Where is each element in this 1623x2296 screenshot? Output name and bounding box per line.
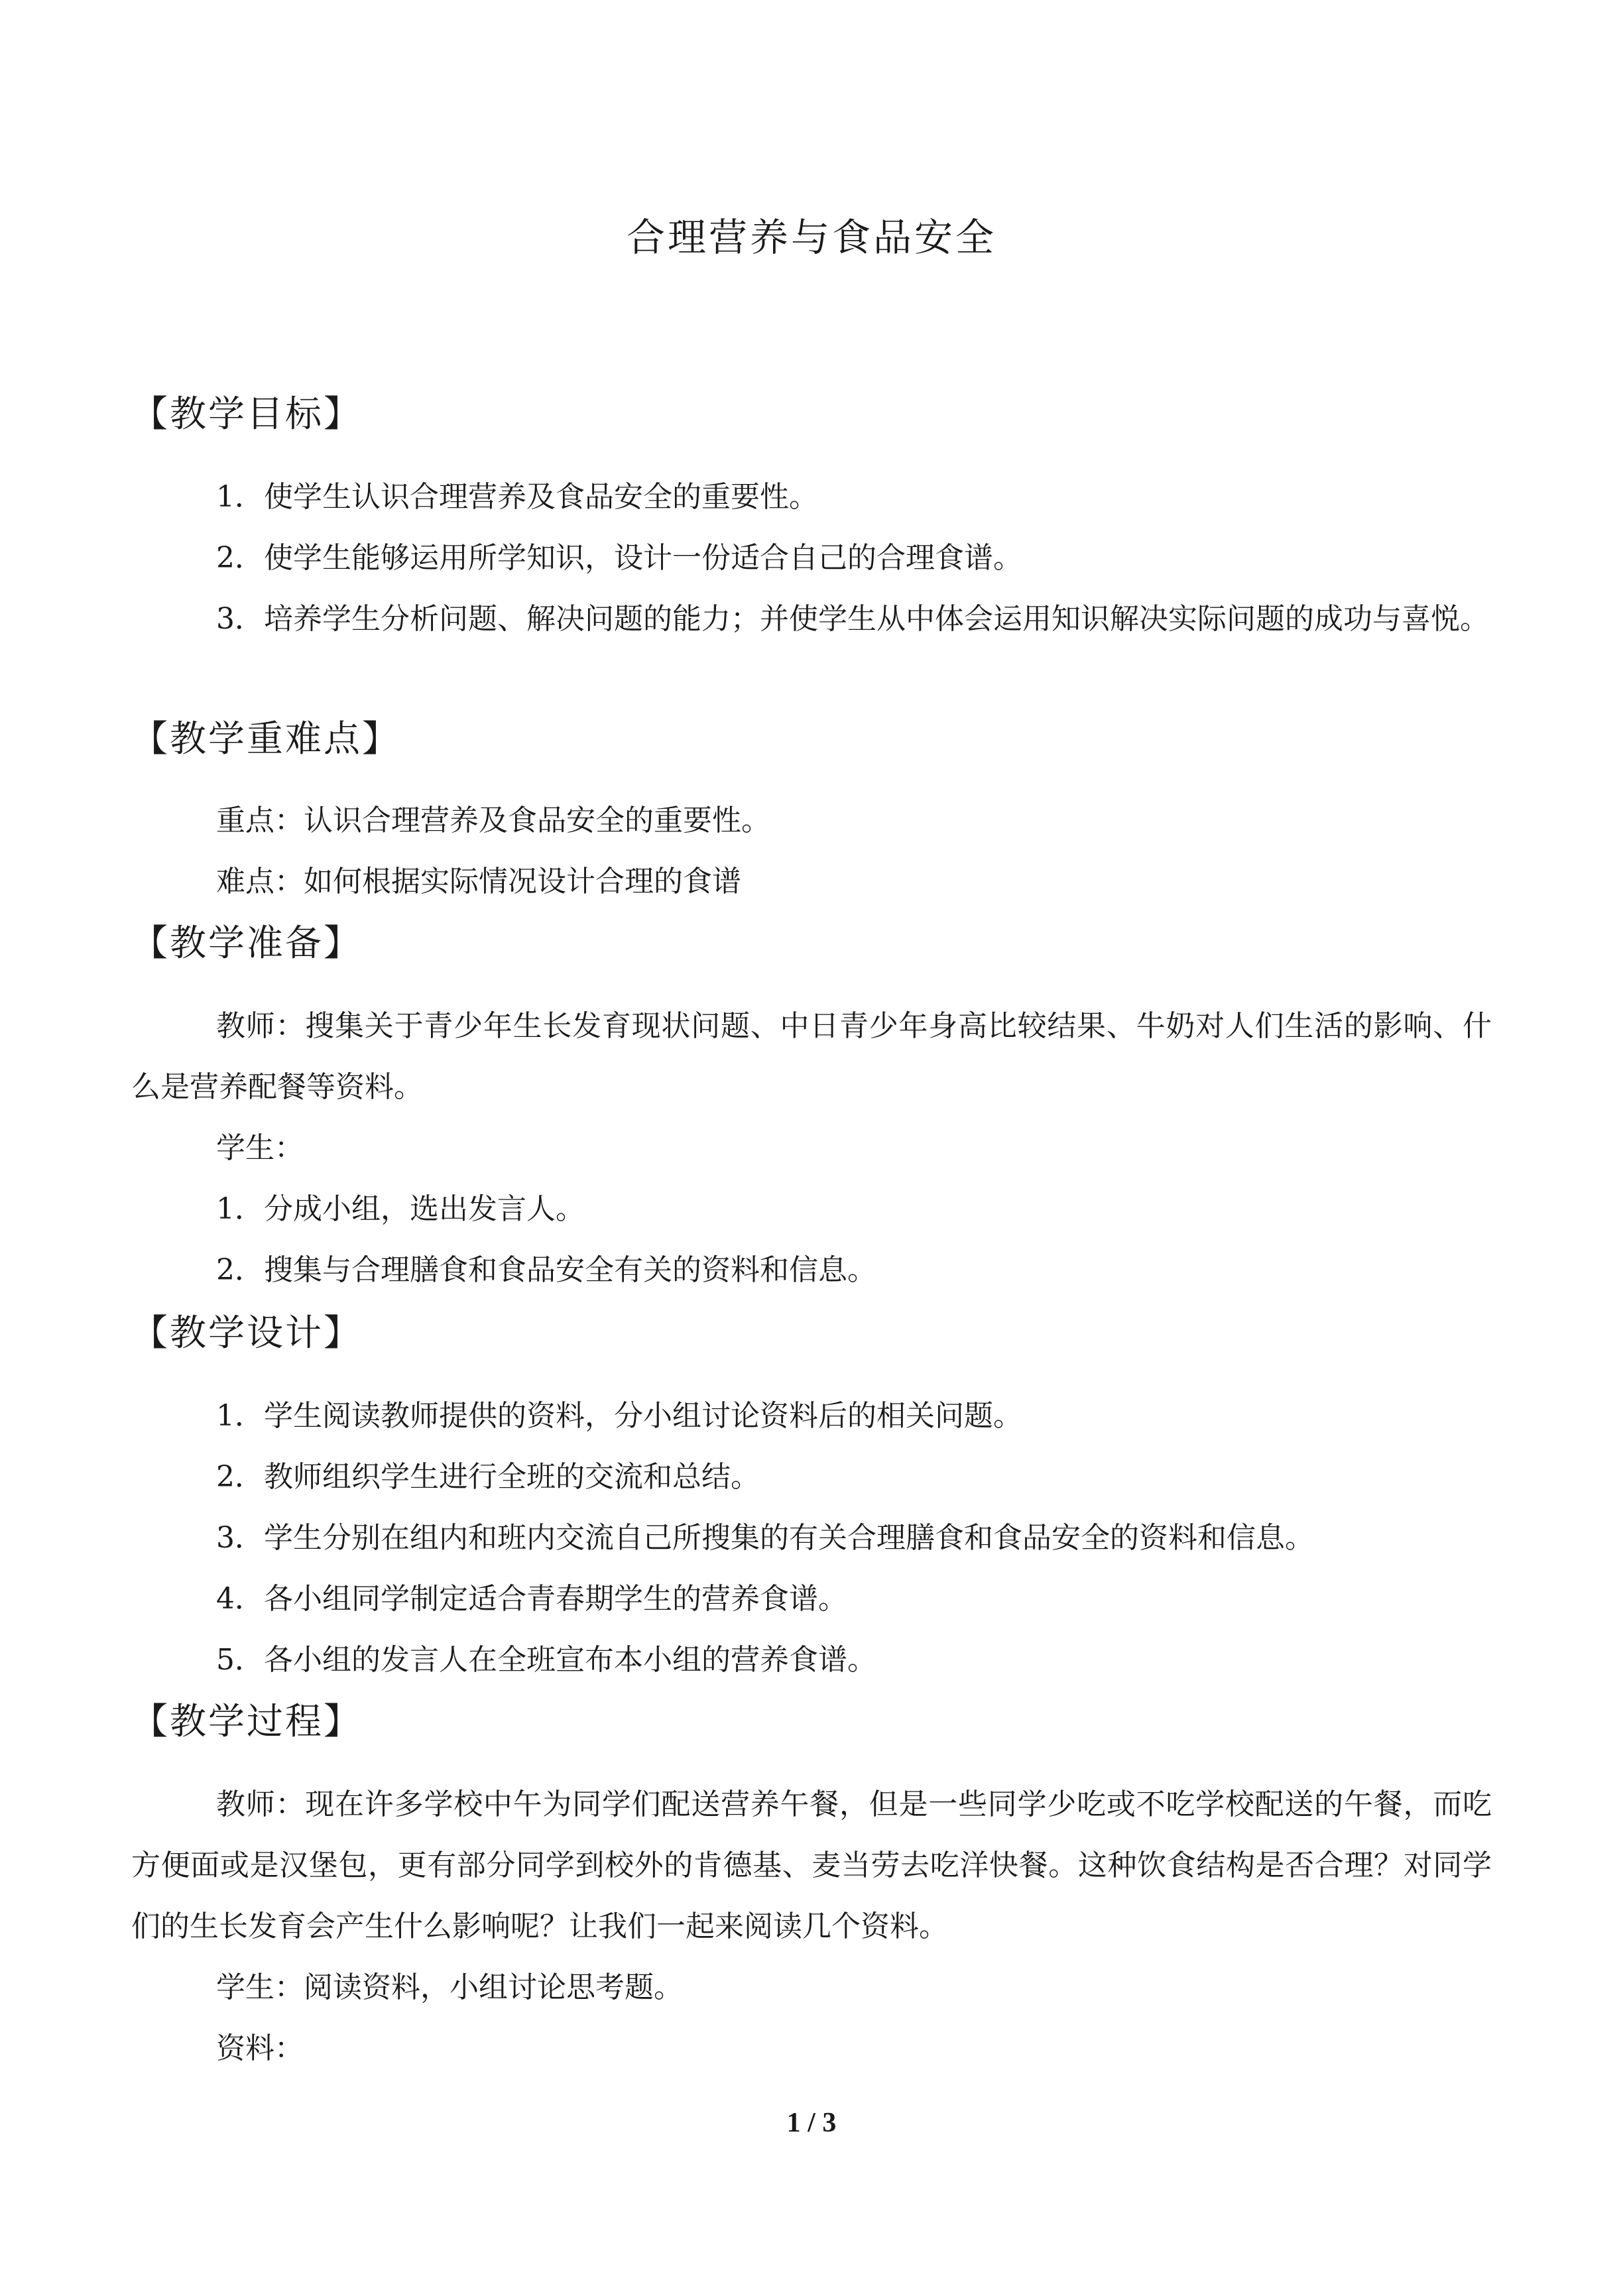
paragraph: 资料： [216,2031,304,2065]
paragraph: 5．各小组的发言人在全班宣布本小组的营养食谱。 [216,1643,876,1677]
paragraph: 1．学生阅读教师提供的资料，分小组讨论资料后的相关问题。 [216,1399,1022,1433]
paragraph: 教师：现在许多学校中午为同学们配送营养午餐，但是一些同学少吃或不吃学校配送的午餐，而吃方便面或是汉堡包，更有部分同学到校外的肯德基、麦当劳去吃洋快餐。这种饮食结构是否合理？对同学们的生长发育会产生什么影响呢？让我们一起来阅读几个资料。 [131,1787,1492,1943]
paragraph: 学生： [216,1131,304,1165]
section-heading-design: 【教学设计】 [131,1311,363,1354]
paragraph: 重点：认识合理营养及食品安全的重要性。 [216,804,770,837]
paragraph: 2．搜集与合理膳食和食品安全有关的资料和信息。 [216,1253,876,1287]
document-title: 合理营养与食品安全 [626,215,996,260]
section-heading-preparation: 【教学准备】 [131,922,363,964]
paragraph: 2．使学生能够运用所学知识，设计一份适合自己的合理食谱。 [216,541,1022,575]
paragraph: 学生：阅读资料，小组讨论思考题。 [216,1970,683,2004]
paragraph: 教师：搜集关于青少年生长发育现状问题、中日青少年身高比较结果、牛奶对人们生活的影响、什么是营养配餐等资料。 [131,1009,1492,1104]
page-number: 1 / 3 [786,2108,837,2138]
section-heading-objectives: 【教学目标】 [131,393,363,435]
paragraph: 3．培养学生分析问题、解决问题的能力；并使学生从中体会运用知识解决实际问题的成功与喜悦。 [216,602,1489,636]
paragraph: 1．分成小组，选出发言人。 [216,1192,585,1226]
section-heading-key-points: 【教学重难点】 [131,717,401,760]
paragraph: 难点：如何根据实际情况设计合理的食谱 [216,865,741,898]
paragraph: 3．学生分别在组内和班内交流自己所搜集的有关合理膳食和食品安全的资料和信息。 [216,1521,1314,1555]
paragraph: 4．各小组同学制定适合青春期学生的营养食谱。 [216,1582,847,1616]
paragraph: 2．教师组织学生进行全班的交流和总结。 [216,1460,760,1494]
section-heading-process: 【教学过程】 [131,1700,363,1742]
paragraph: 1．使学生认识合理营养及食品安全的重要性。 [216,480,818,514]
